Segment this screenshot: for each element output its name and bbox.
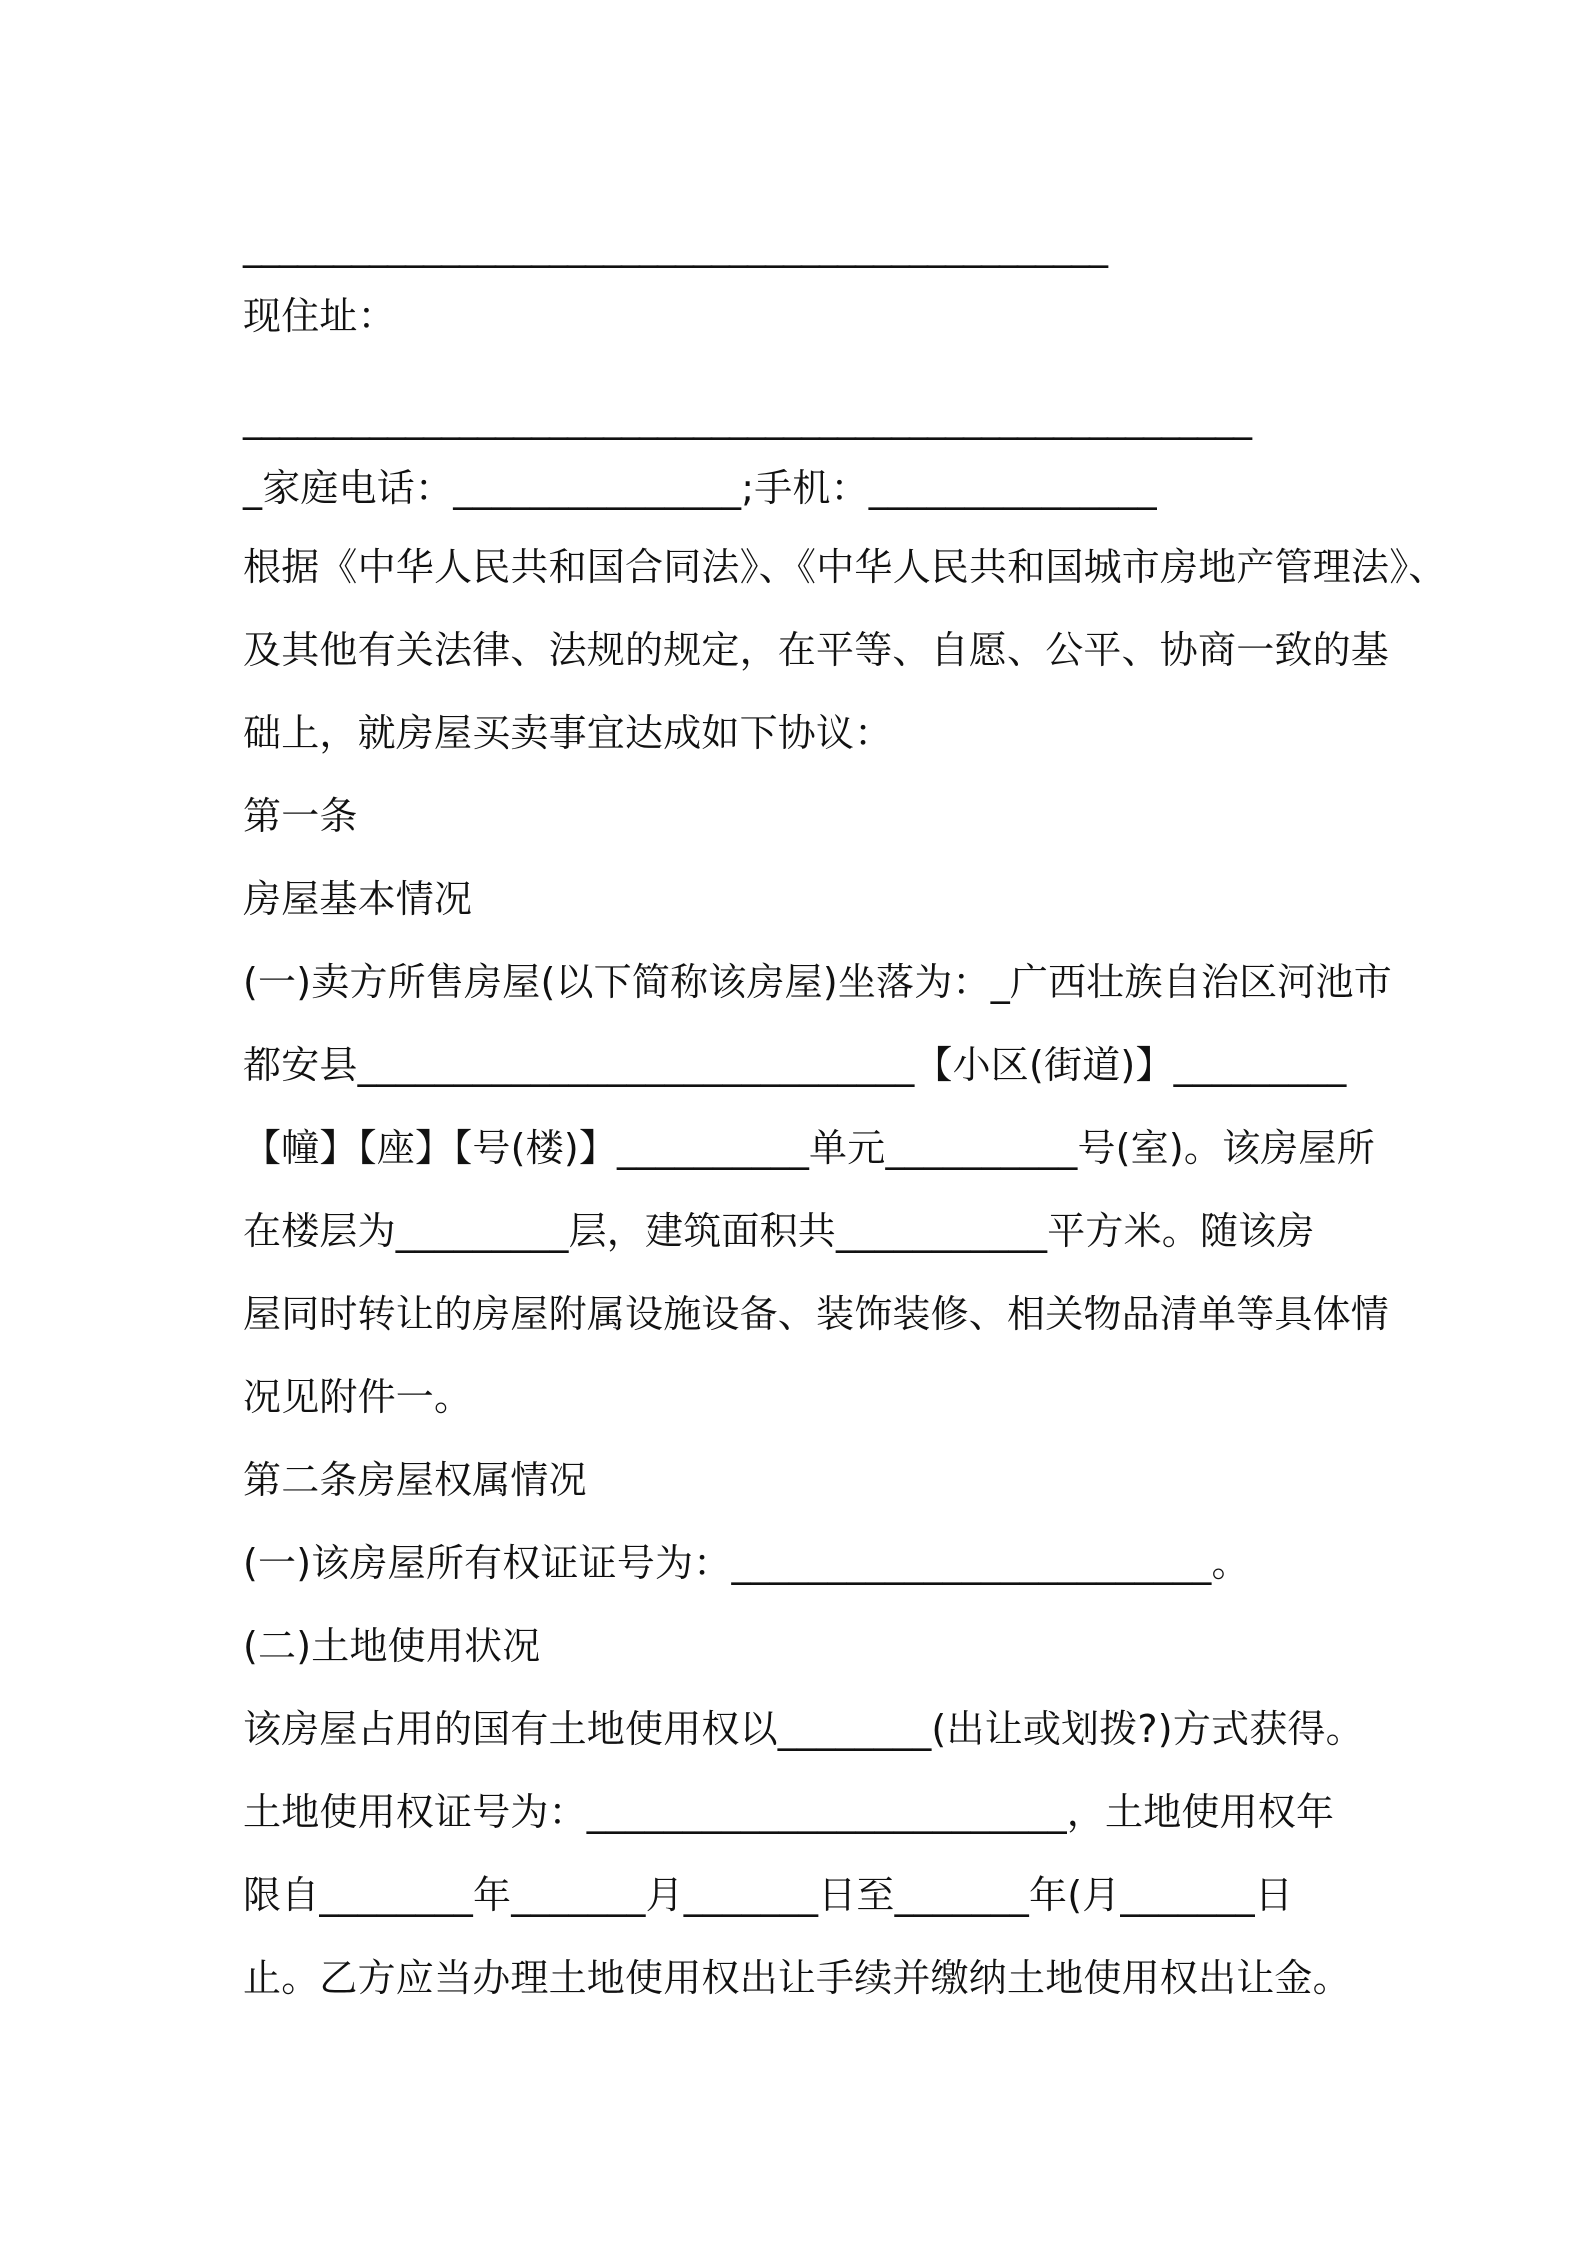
house-location-line-3: 【幢】【座】【号(楼)】__________单元__________号(室)。该房屋所 [243, 1126, 1375, 1170]
phone-line: _家庭电话：_______________;手机：_______________ [243, 466, 1157, 510]
house-location-line-1: (一)卖方所售房屋(以下简称该房屋)坐落为：_广西壮族自治区河池市 [243, 960, 1392, 1004]
blank-line-top: ________________________________________________ [243, 224, 1107, 268]
blank-line-address: ________________________________________________________ [243, 396, 1251, 440]
house-basic-info-heading: 房屋基本情况 [243, 877, 473, 921]
land-certificate-line: 土地使用权证号为：_________________________，土地使用权年 [243, 1790, 1335, 1834]
land-term-line: 限自________年_______月_______日至_______年(月_______日 [243, 1873, 1294, 1917]
legal-basis-line-2: 及其他有关法律、法规的规定，在平等、自愿、公平、协商一致的基 [243, 628, 1390, 672]
article-two-title: 第二条房屋权属情况 [243, 1458, 587, 1502]
house-attachments-end-line: 况见附件一。 [243, 1375, 473, 1419]
legal-basis-line-3: 础上，就房屋买卖事宜达成如下协议： [243, 711, 893, 755]
land-use-status-heading: (二)土地使用状况 [243, 1624, 541, 1668]
land-transfer-fee-line: 止。乙方应当办理土地使用权出让手续并缴纳土地使用权出让金。 [243, 1956, 1351, 2000]
current-address-label: 现住址： [243, 294, 396, 338]
article-one-title: 第一条 [243, 794, 358, 838]
house-floor-area-line: 在楼层为_________层，建筑面积共___________平方米。随该房 [243, 1209, 1315, 1253]
house-attachments-line: 屋同时转让的房屋附属设施设备、装饰装修、相关物品清单等具体情 [243, 1292, 1390, 1336]
land-acquisition-line: 该房屋占用的国有土地使用权以________(出让或划拨?)方式获得。 [243, 1707, 1364, 1751]
house-location-line-2: 都安县_____________________________【小区(街道)】_________ [243, 1043, 1347, 1087]
ownership-certificate-line: (一)该房屋所有权证证号为：_________________________。 [243, 1541, 1250, 1585]
legal-basis-line-1: 根据《中华人民共和国合同法》、《中华人民共和国城市房地产管理法》、 [243, 545, 1447, 589]
